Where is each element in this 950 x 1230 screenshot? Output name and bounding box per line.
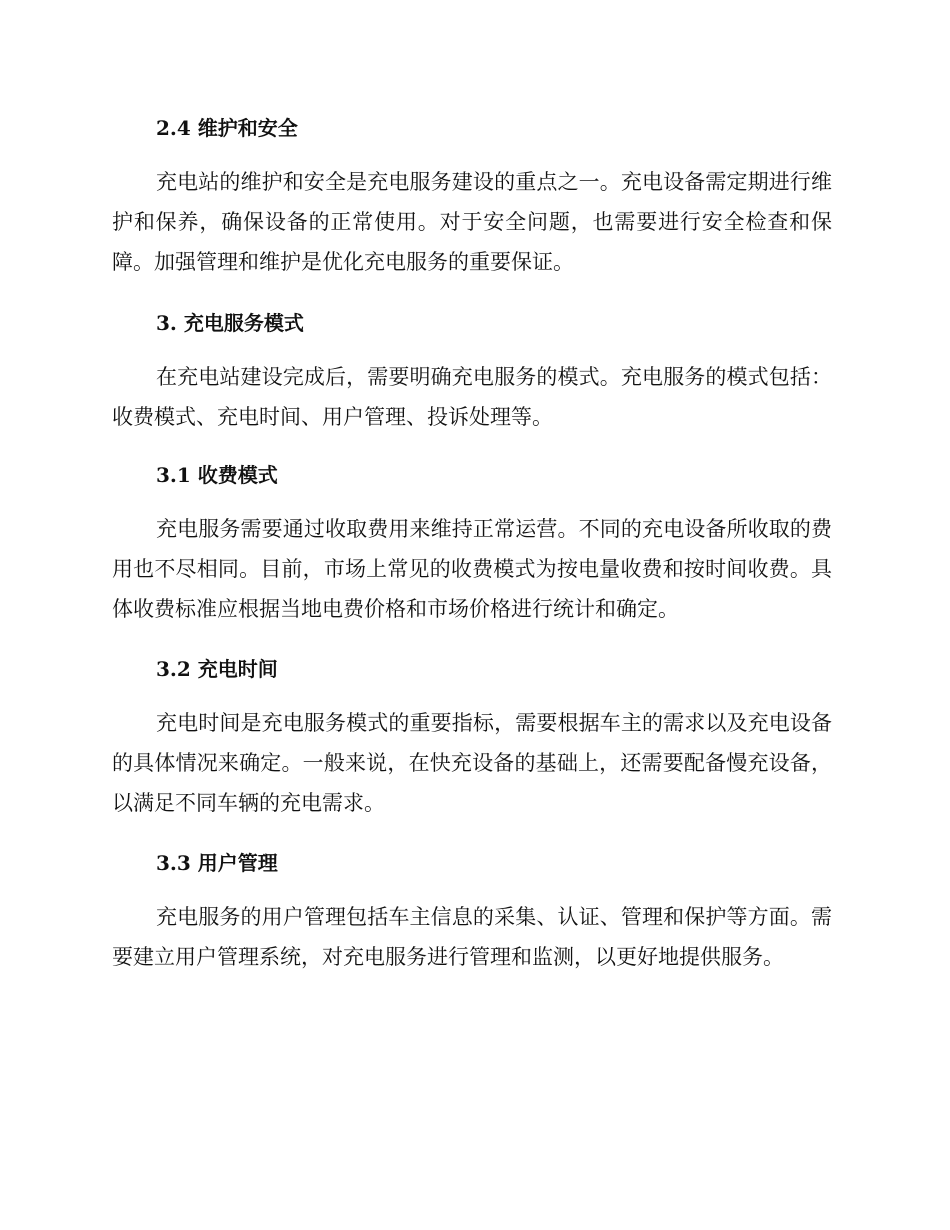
section-heading-3: 3. 充电服务模式 bbox=[156, 311, 304, 335]
section-heading-2-4: 2.4 维护和安全 bbox=[156, 116, 298, 140]
section-heading-3-3: 3.3 用户管理 bbox=[156, 851, 278, 875]
section-paragraph-3-1: 充电服务需要通过收取费用来维持正常运营。不同的充电设备所收取的费用也不尽相同。目前，市场上常见的收费模式为按电量收费和按时间收费。具体收费标准应根据当地电费价格和市场价格进行统计和确定。 bbox=[112, 517, 832, 621]
section-heading-3-2: 3.2 充电时间 bbox=[156, 657, 278, 681]
section-paragraph-3-3: 充电服务的用户管理包括车主信息的采集、认证、管理和保护等方面。需要建立用户管理系统，对充电服务进行管理和监测，以更好地提供服务。 bbox=[112, 905, 832, 969]
section-paragraph-2-4: 充电站的维护和安全是充电服务建设的重点之一。充电设备需定期进行维护和保养，确保设备的正常使用。对于安全问题，也需要进行安全检查和保障。加强管理和维护是优化充电服务的重要保证。 bbox=[112, 170, 832, 274]
section-heading-3-1: 3.1 收费模式 bbox=[156, 463, 278, 487]
section-paragraph-3-2: 充电时间是充电服务模式的重要指标，需要根据车主的需求以及充电设备的具体情况来确定。一般来说，在快充设备的基础上，还需要配备慢充设备，以满足不同车辆的充电需求。 bbox=[112, 711, 832, 815]
section-paragraph-3: 在充电站建设完成后，需要明确充电服务的模式。充电服务的模式包括：收费模式、充电时间、用户管理、投诉处理等。 bbox=[112, 365, 832, 429]
